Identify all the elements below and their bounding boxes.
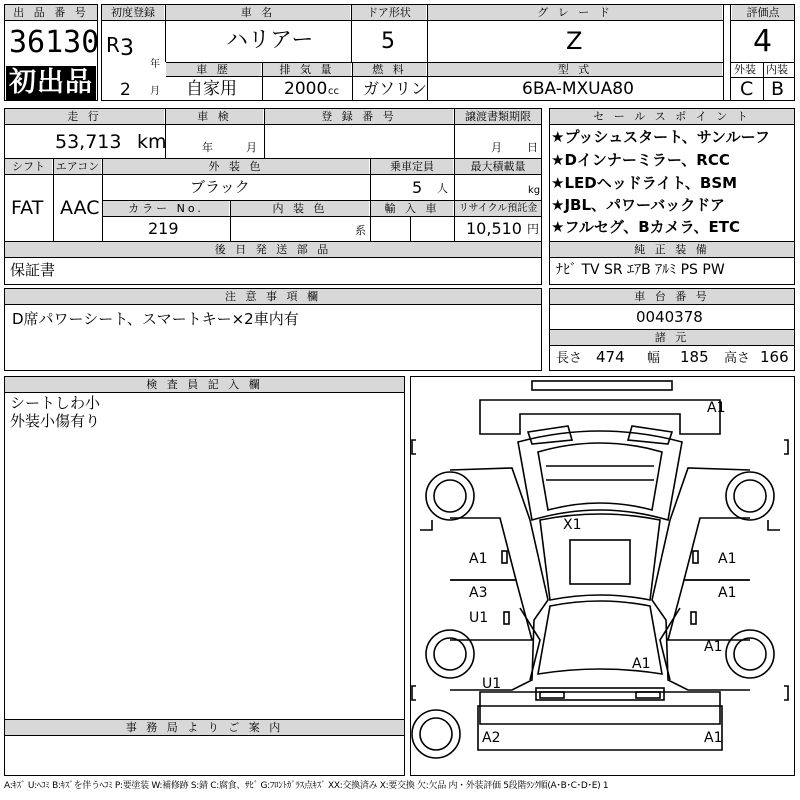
mark-left-rear-door-2: U1 [469, 610, 489, 626]
score-label: 評価点 [732, 5, 794, 20]
inspector-label: 検 査 員 記 入 欄 [5, 377, 404, 392]
first-listing-text: 初出品 [9, 67, 93, 98]
month-value: 2 [120, 80, 131, 100]
dims-label: 諸 元 [550, 330, 794, 345]
mark-rear-bumper-right: A1 [704, 730, 723, 746]
ac-value: AAC [60, 197, 100, 219]
sales-item: ★JBL、パワーバックドア [551, 196, 725, 214]
fuel-label: 燃 料 [353, 63, 426, 76]
inspection-year-unit: 年 [202, 141, 213, 154]
mark-left-front-door: A1 [469, 551, 488, 567]
grade-value: Z [566, 27, 583, 55]
capacity-label: 乗車定員 [371, 159, 453, 174]
reg-no-label: 登 録 番 号 [265, 109, 453, 124]
history-label: 車 歴 [166, 63, 261, 76]
notes-value: D席パワーシート、スマートキー×2車内有 [12, 310, 299, 328]
max-load-label: 最大積載量 [455, 159, 541, 174]
recycle-value: 10,510 [466, 219, 522, 238]
ac-label: エアコン [55, 160, 100, 173]
first-reg-label: 初度登録 [102, 5, 164, 20]
mark-left-rear-door: A3 [469, 585, 488, 601]
mark-rear-glass: A1 [632, 656, 651, 672]
transfer-label: 譲渡書類期限 [455, 109, 541, 124]
fuel-value: ガソリン [363, 79, 428, 98]
mark-front-right-top: A1 [707, 400, 726, 416]
mileage-label: 走 行 [5, 109, 164, 124]
mark-right-rear-door: A1 [718, 585, 737, 601]
notes-label: 注 意 事 項 欄 [5, 289, 541, 304]
model-label: 型 式 [428, 63, 722, 76]
history-value: 自家用 [186, 79, 237, 99]
height-value: 166 [760, 348, 789, 366]
displacement-label: 排 気 量 [263, 63, 351, 76]
ext-color-label: 外 装 色 [103, 159, 369, 174]
chassis-label: 車 台 番 号 [550, 289, 794, 304]
era-value: R [106, 33, 120, 57]
mark-roof: X1 [563, 517, 582, 533]
height-label: 高さ [724, 351, 751, 366]
inspection-label: 車 検 [166, 109, 263, 124]
color-no-label: カラー No. [103, 201, 229, 216]
office-label: 事 務 局 よ り ご 案 内 [5, 720, 404, 735]
width-value: 185 [680, 348, 709, 366]
width-label: 幅 [647, 351, 661, 366]
ext-color-value: ブラック [190, 178, 250, 196]
mark-right-front-door: A1 [718, 551, 737, 567]
sales-item: ★Dインナーミラー、RCC [551, 151, 730, 169]
shift-label: シフト [5, 159, 52, 174]
equipment-value: ﾅﾋﾞ TV SR ｴｱB ｱﾙﾐ PS PW [556, 262, 725, 278]
lot-number: 36130 [9, 25, 100, 60]
import-label: 輸 入 車 [371, 201, 453, 216]
max-load-unit: kg [528, 185, 541, 196]
inspector-line: 外装小傷有り [10, 412, 101, 430]
interior-label: 内装 [766, 63, 788, 76]
int-color-unit: 系 [355, 224, 366, 237]
mark-rear-bumper-left: A2 [482, 730, 501, 746]
car-name-label: 車 名 [166, 5, 350, 20]
legend: A:ｷｽﾞ U:ﾍｺﾐ B:ｷｽﾞを伴うﾍｺﾐ P:要塗装 W:補修跡 S:錆 C:腐食、ｻﾋﾞ G:ﾌﾛﾝﾄｶﾞﾗｽ点ｷｽﾞ XX:交換済み X:要交換 欠:欠品 内・外装評価 5段階ﾗﾝｸ順(A･B･C･D･E) 1 [4, 781, 609, 791]
score-value: 4 [753, 24, 773, 59]
sales-item: ★フルセグ、Bカメラ、ETC [551, 218, 740, 236]
transfer-month-unit: 月 [491, 141, 502, 154]
year-value: 3 [120, 36, 134, 61]
inspection-month-unit: 月 [246, 141, 257, 154]
mark-left-rear-lower: U1 [482, 676, 502, 692]
interior-value: B [771, 78, 785, 100]
grade-label: グ レ ー ド [428, 5, 722, 20]
displacement-value: 2000 [284, 79, 328, 99]
later-parts-label: 後 日 発 送 部 品 [5, 242, 541, 257]
equipment-label: 純 正 装 備 [550, 242, 794, 257]
exterior-label: 外装 [734, 63, 756, 76]
mileage-value: 53,713 [55, 131, 122, 153]
door-label: ドア形状 [352, 5, 426, 20]
later-parts-value: 保証書 [10, 261, 56, 279]
inspector-line: シートしわ小 [10, 394, 101, 412]
displacement-unit: cc [328, 86, 339, 97]
exterior-value: C [740, 78, 754, 100]
lot-label: 出 品 番 号 [5, 5, 97, 20]
recycle-label: リサイクル預託金 [455, 201, 541, 216]
sales-item: ★プッシュスタート、サンルーフ [551, 128, 770, 146]
year-unit: 年 [150, 59, 160, 70]
capacity-unit: 人 [437, 182, 448, 195]
sales-label: セ ー ル ス ポ イ ン ト [550, 109, 794, 124]
sales-item: ★LEDヘッドライト、BSM [551, 174, 738, 192]
model-value: 6BA-MXUA80 [522, 79, 634, 99]
int-color-label: 内 装 色 [231, 201, 369, 216]
mileage-unit: km [137, 131, 167, 153]
recycle-unit: 円 [527, 222, 540, 236]
shift-value: FAT [11, 197, 44, 219]
door-value: 5 [381, 29, 395, 54]
color-no-value: 219 [148, 219, 179, 238]
chassis-value: 0040378 [636, 308, 703, 326]
transfer-day-unit: 日 [527, 141, 538, 154]
car-name-value: ハリアー [226, 28, 314, 53]
mark-right-rear-fender: A1 [704, 639, 723, 655]
month-unit: 月 [150, 86, 160, 97]
capacity-value: 5 [412, 178, 423, 197]
length-value: 474 [596, 348, 625, 366]
length-label: 長さ [556, 351, 583, 366]
